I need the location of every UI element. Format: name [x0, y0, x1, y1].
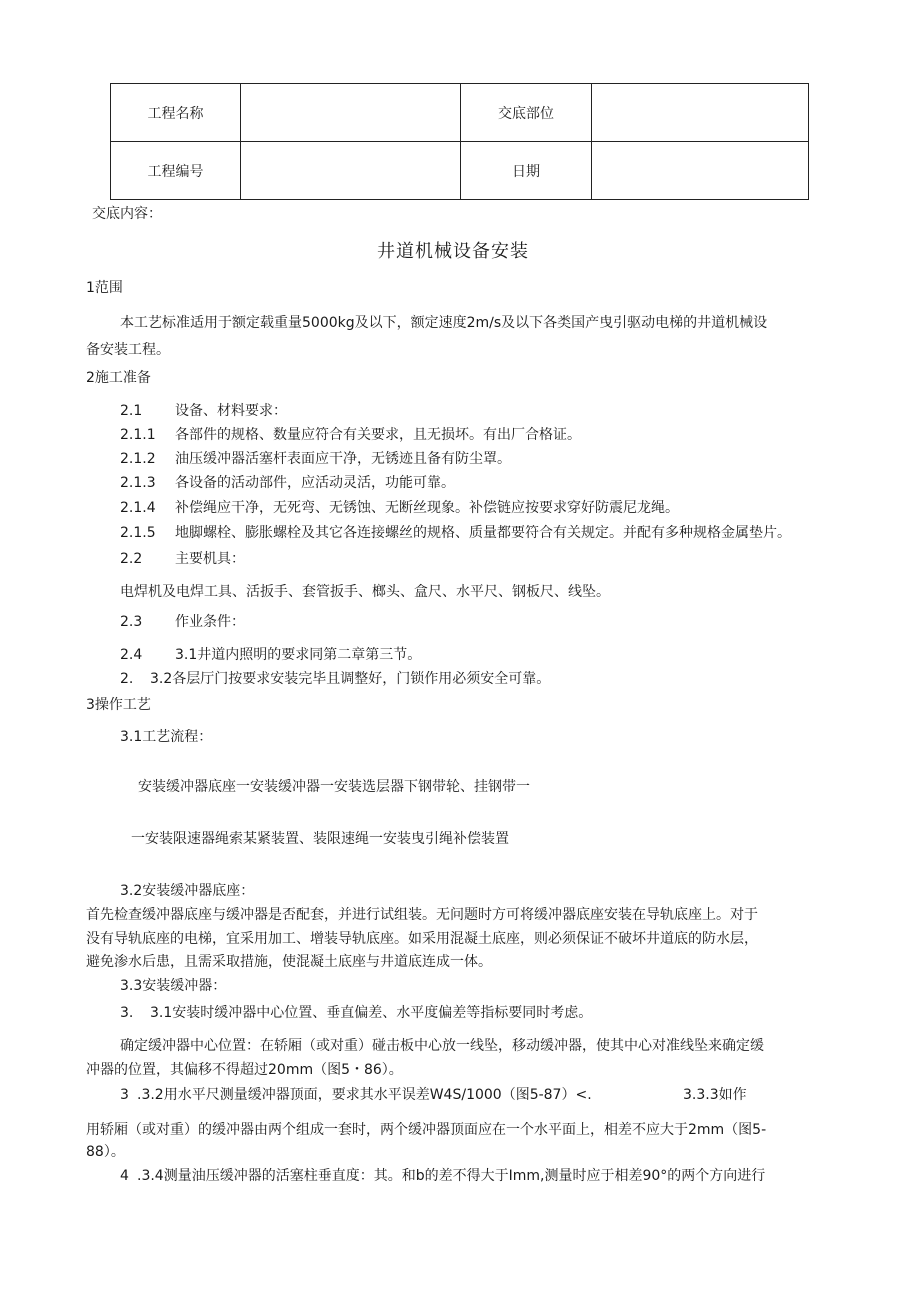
item-text: 地脚螺栓、膨胀螺栓及其它各连接螺丝的规格、质量都要符合有关规定。并配有多种规格金属垫片。 — [175, 525, 791, 541]
section-1-paragraph-line-2: 备安装工程。 — [86, 342, 170, 358]
list-item — [120, 498, 679, 518]
list-item — [120, 425, 581, 445]
item-number: 2.1.4 — [120, 500, 156, 516]
section-3-3-label: 3.3安装缓冲器： — [120, 978, 227, 994]
item-number: 4 — [120, 1168, 129, 1184]
section-3-3-3-line-2: 88）。 — [86, 1144, 125, 1160]
section-3-2-line-3: 避免渗水后患，且需采取措施，使混凝土底座与井道底连成一体。 — [86, 954, 492, 970]
date-label: 日期 — [461, 142, 592, 200]
item-text: 主要机具： — [175, 551, 245, 567]
item-number: 2.4 — [120, 647, 143, 663]
item-text: 各部件的规格、数量应符合有关要求，且无损坏。有出厂合格证。 — [175, 427, 581, 443]
date-value — [592, 142, 809, 200]
process-flow-line-1: 安装缓冲器底座一安装缓冲器一安装选层器下钢带轮、挂钢带一 — [138, 779, 530, 795]
table-row — [111, 142, 809, 200]
list-item — [120, 523, 791, 543]
item-number: 2. — [120, 671, 134, 687]
list-item — [120, 1085, 592, 1105]
document-title: 井道机械设备安装 — [377, 241, 529, 262]
item-text: 作业条件： — [175, 614, 245, 630]
section-3-3-3-line-1: 用轿厢（或对重）的缓冲器由两个组成一套时，两个缓冲器顶面应在一个水平面上，相差不应大于2mm（图5- — [86, 1122, 767, 1138]
list-item — [120, 449, 511, 469]
project-number-value — [241, 142, 461, 200]
process-flow-line-2: 一安装限速器绳索某紧装置、装限速绳一安装曳引绳补偿装置 — [131, 831, 509, 847]
list-item — [120, 473, 455, 493]
item-text: 设备、材料要求： — [175, 403, 287, 419]
item-number: 2.3 — [120, 614, 143, 630]
handover-part-label: 交底部位 — [461, 84, 592, 142]
item-text: 油压缓冲器活塞杆表面应干净，无锈迹且备有防尘罩。 — [175, 451, 511, 467]
list-item — [120, 669, 550, 689]
section-1-paragraph-line-1: 本工艺标准适用于额定载重量5000kg及以下，额定速度2m∕s及以下各类国产曳引驱动电梯的井道机械设 — [120, 315, 768, 331]
item-number: 2.1.2 — [120, 451, 156, 467]
item-number: 3. — [120, 1005, 134, 1021]
project-name-value — [241, 84, 461, 142]
section-3-2-line-1: 首先检查缓冲器底座与缓冲器是否配套，并进行试组装。无问题时方可将缓冲器底座安装在导轨底座上。对于 — [86, 907, 758, 923]
item-number: 2.1.5 — [120, 525, 156, 541]
item-number: 2.1.3 — [120, 475, 156, 491]
center-position-line-2: 冲器的位置，其偏移不得超过20mm（图5・86）。 — [86, 1062, 403, 1078]
section-2-heading: 2施工准备 — [86, 370, 151, 386]
item-number: 2.1.1 — [120, 427, 156, 443]
item-number: 3 — [120, 1087, 129, 1103]
center-position-line-1: 确定缓冲器中心位置：在轿厢（或对重）碰击板中心放一线坠，移动缓冲器，使其中心对准线坠来确定缓 — [120, 1038, 764, 1054]
table-row — [111, 84, 809, 142]
section-1-heading: 1范围 — [86, 280, 123, 296]
section-3-2-line-2: 没有导轨底座的电梯，宜采用加工、增装导轨底座。如采用混凝土底座，则必须保证不破坏井道底的防水层， — [86, 931, 758, 947]
list-item — [120, 549, 245, 569]
section-3-heading: 3操作工艺 — [86, 697, 151, 713]
item-text: 3.1安装时缓冲器中心位置、垂直偏差、水平度偏差等指标要同时考虑。 — [150, 1005, 593, 1021]
item-text: .3.4测量油压缓冲器的活塞柱垂直度：其。和b的差不得大于Imm,测量时应于相差90°的两个方向进行 — [137, 1168, 766, 1184]
item-text: .3.2用水平尺测量缓冲器顶面，要求其水平误差W4S/1000（图5-87）<. — [137, 1087, 592, 1103]
project-info-table — [110, 83, 809, 200]
list-item — [120, 1166, 765, 1186]
handover-part-value — [592, 84, 809, 142]
content-label: 交底内容： — [92, 206, 162, 222]
item-text: 各设备的活动部件，应活动灵活，功能可靠。 — [175, 475, 455, 491]
item-text: 3.1井道内照明的要求同第二章第三节。 — [175, 647, 422, 663]
item-text: 补偿绳应干净，无死弯、无锈蚀、无断丝现象。补偿链应按要求穿好防震尼龙绳。 — [175, 500, 679, 516]
section-3-3-3-number: 3.3.3如作 — [683, 1087, 747, 1103]
project-number-label: 工程编号 — [111, 142, 241, 200]
section-3-2-label: 3.2安装缓冲器底座： — [120, 883, 255, 899]
list-item — [120, 1003, 592, 1023]
tools-list: 电焊机及电焊工具、活扳手、套管扳手、榔头、盒尺、水平尺、钢板尺、线坠。 — [120, 584, 610, 600]
item-number: 2.2 — [120, 551, 143, 567]
process-flow-label: 3.1工艺流程： — [120, 729, 213, 745]
project-name-label: 工程名称 — [111, 84, 241, 142]
list-item — [120, 612, 245, 632]
item-number: 2.1 — [120, 403, 143, 419]
item-text: 3.2各层厅门按要求安装完毕且调整好，门锁作用必须安全可靠。 — [150, 671, 551, 687]
list-item — [120, 645, 421, 665]
list-item — [120, 401, 287, 421]
